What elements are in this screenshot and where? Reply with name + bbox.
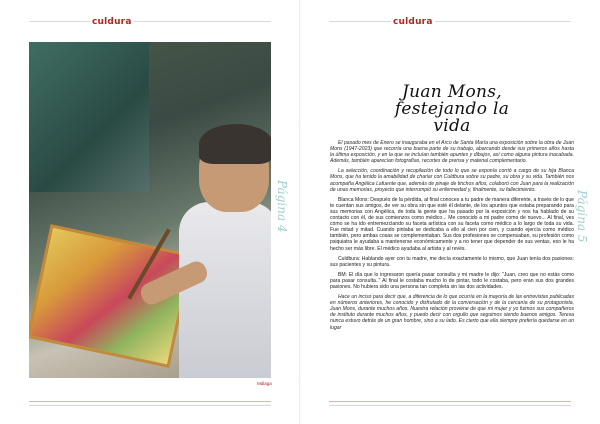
title-line-2: festejando la vida bbox=[394, 99, 510, 136]
paragraph-culdbura: Culdbura: Hablando ayer con tu madre, me decía exactamente lo mismo, que Juan tenía dos pasiones: sus pacientes y su pintura. bbox=[330, 255, 574, 268]
bottom-rule-red bbox=[29, 401, 271, 402]
top-rule bbox=[29, 21, 271, 22]
magazine-logo: culdura bbox=[92, 17, 132, 27]
background-canvas bbox=[29, 42, 149, 192]
paragraph-inciso: Hace un inciso para decir que, a diferencia de lo que ocurría en la mayoría de las entrevistas publicadas en números anteriores, he conocido y disfrutado de la conversación y de la cercanía de su protagonista, Juan Mons, durante muchos años. Nuestra relación proviene de que mi mujer y yo fuimos sus compañeros de instituto durante muchos años, y puedo decir con orgullo que seguimos siendo buenos amigos. Teresa nunca estuvo detrás de un gran hombre, sino a su lado. Es cierto que ella siempre prefería quedarse en un lugar bbox=[330, 294, 574, 331]
bottom-rule-red bbox=[329, 401, 571, 402]
title-line-1: Juan Mons, bbox=[402, 82, 502, 102]
paragraph-blanca: Blanca Mons: Después de la pérdida, al final conoces a tu padre de manera diferente, a través de lo que te cuentan sus amigos, de ver su obra sin que esté él delante, de los apuntes que estaba preparando para sus memorias con Angélica, de toda la gente que ha pasado por la exposición y nos ha hablado de su contacto con él, de sus comienzos como médico... Me conocido a mi padre como de nuevo... Al final, ves cómo se ha ido entremezclando su faceta artística con su faceta como médico a lo largo de toda su vida. Fue mitad y mitad. Cuando pintaba se dedicaba a ello al cien por cien, y cuando ejercía como médico también, pero ambas cosas se complementaban. Sus dos profesiones se compensaban, su profesión como psiquiatra le ayudaba a mantenerse económicamente y a no tener que depender de sus ventas, eso le ha hecho ser más libre. El médico ayudaba al artista y al revés. bbox=[330, 196, 574, 252]
painter-shirt bbox=[179, 202, 271, 378]
paragraph-intro: El pasado mes de Enero se inauguraba en el Arco de Santa María una exposición sobre la obra de Juan Mons (1947-2023) que recorría una buena parte de su trabajo, abarcando desde sus primeros años hasta la última exposición, y en la que se incluían también apuntes y dibujos, así como alguna pintura inacabada. Además, también aparecían fotografías, recortes de prensa y material complementario. bbox=[330, 140, 574, 165]
article-body bbox=[330, 140, 574, 335]
page-label-left: Página 4 bbox=[275, 180, 289, 233]
bottom-rule bbox=[29, 405, 271, 406]
paragraph-selection: La selección, coordinación y recopilación de todo lo que se exponía corrió a cargo de su hija Blanca Mons, que ha tenido la amabilidad de charlar con Culdbura sobre su padre, su obra y su vida. También nos acompaña Angélica Lafuente que, además de pinaje de tinchos años, colaboró con Juan para la realización de unas memorias, proyecto que interrumpió su enfermedad y, finalmente, su fallecimiento. bbox=[330, 168, 574, 193]
painter-photo bbox=[29, 42, 271, 378]
painter-hair bbox=[199, 124, 271, 164]
magazine-logo: culdura bbox=[393, 17, 433, 27]
top-rule bbox=[329, 21, 571, 22]
page-label-right: Página 5 bbox=[575, 190, 589, 243]
photo-caption: Málaga bbox=[257, 381, 272, 386]
bottom-rule bbox=[329, 405, 571, 406]
article-title bbox=[382, 84, 522, 135]
paragraph-bm: BM: El día que lo ingresaron quería pasar consulta y mi madre le dijo: "Juan, creo que no estás como para pasar consulta.." Al final le costaba mucho lo de pintar, todo le costaba, pero eran sus dos grandes pasiones. No hubiera sido una persona tan completa sin las dos actividades. bbox=[330, 271, 574, 290]
